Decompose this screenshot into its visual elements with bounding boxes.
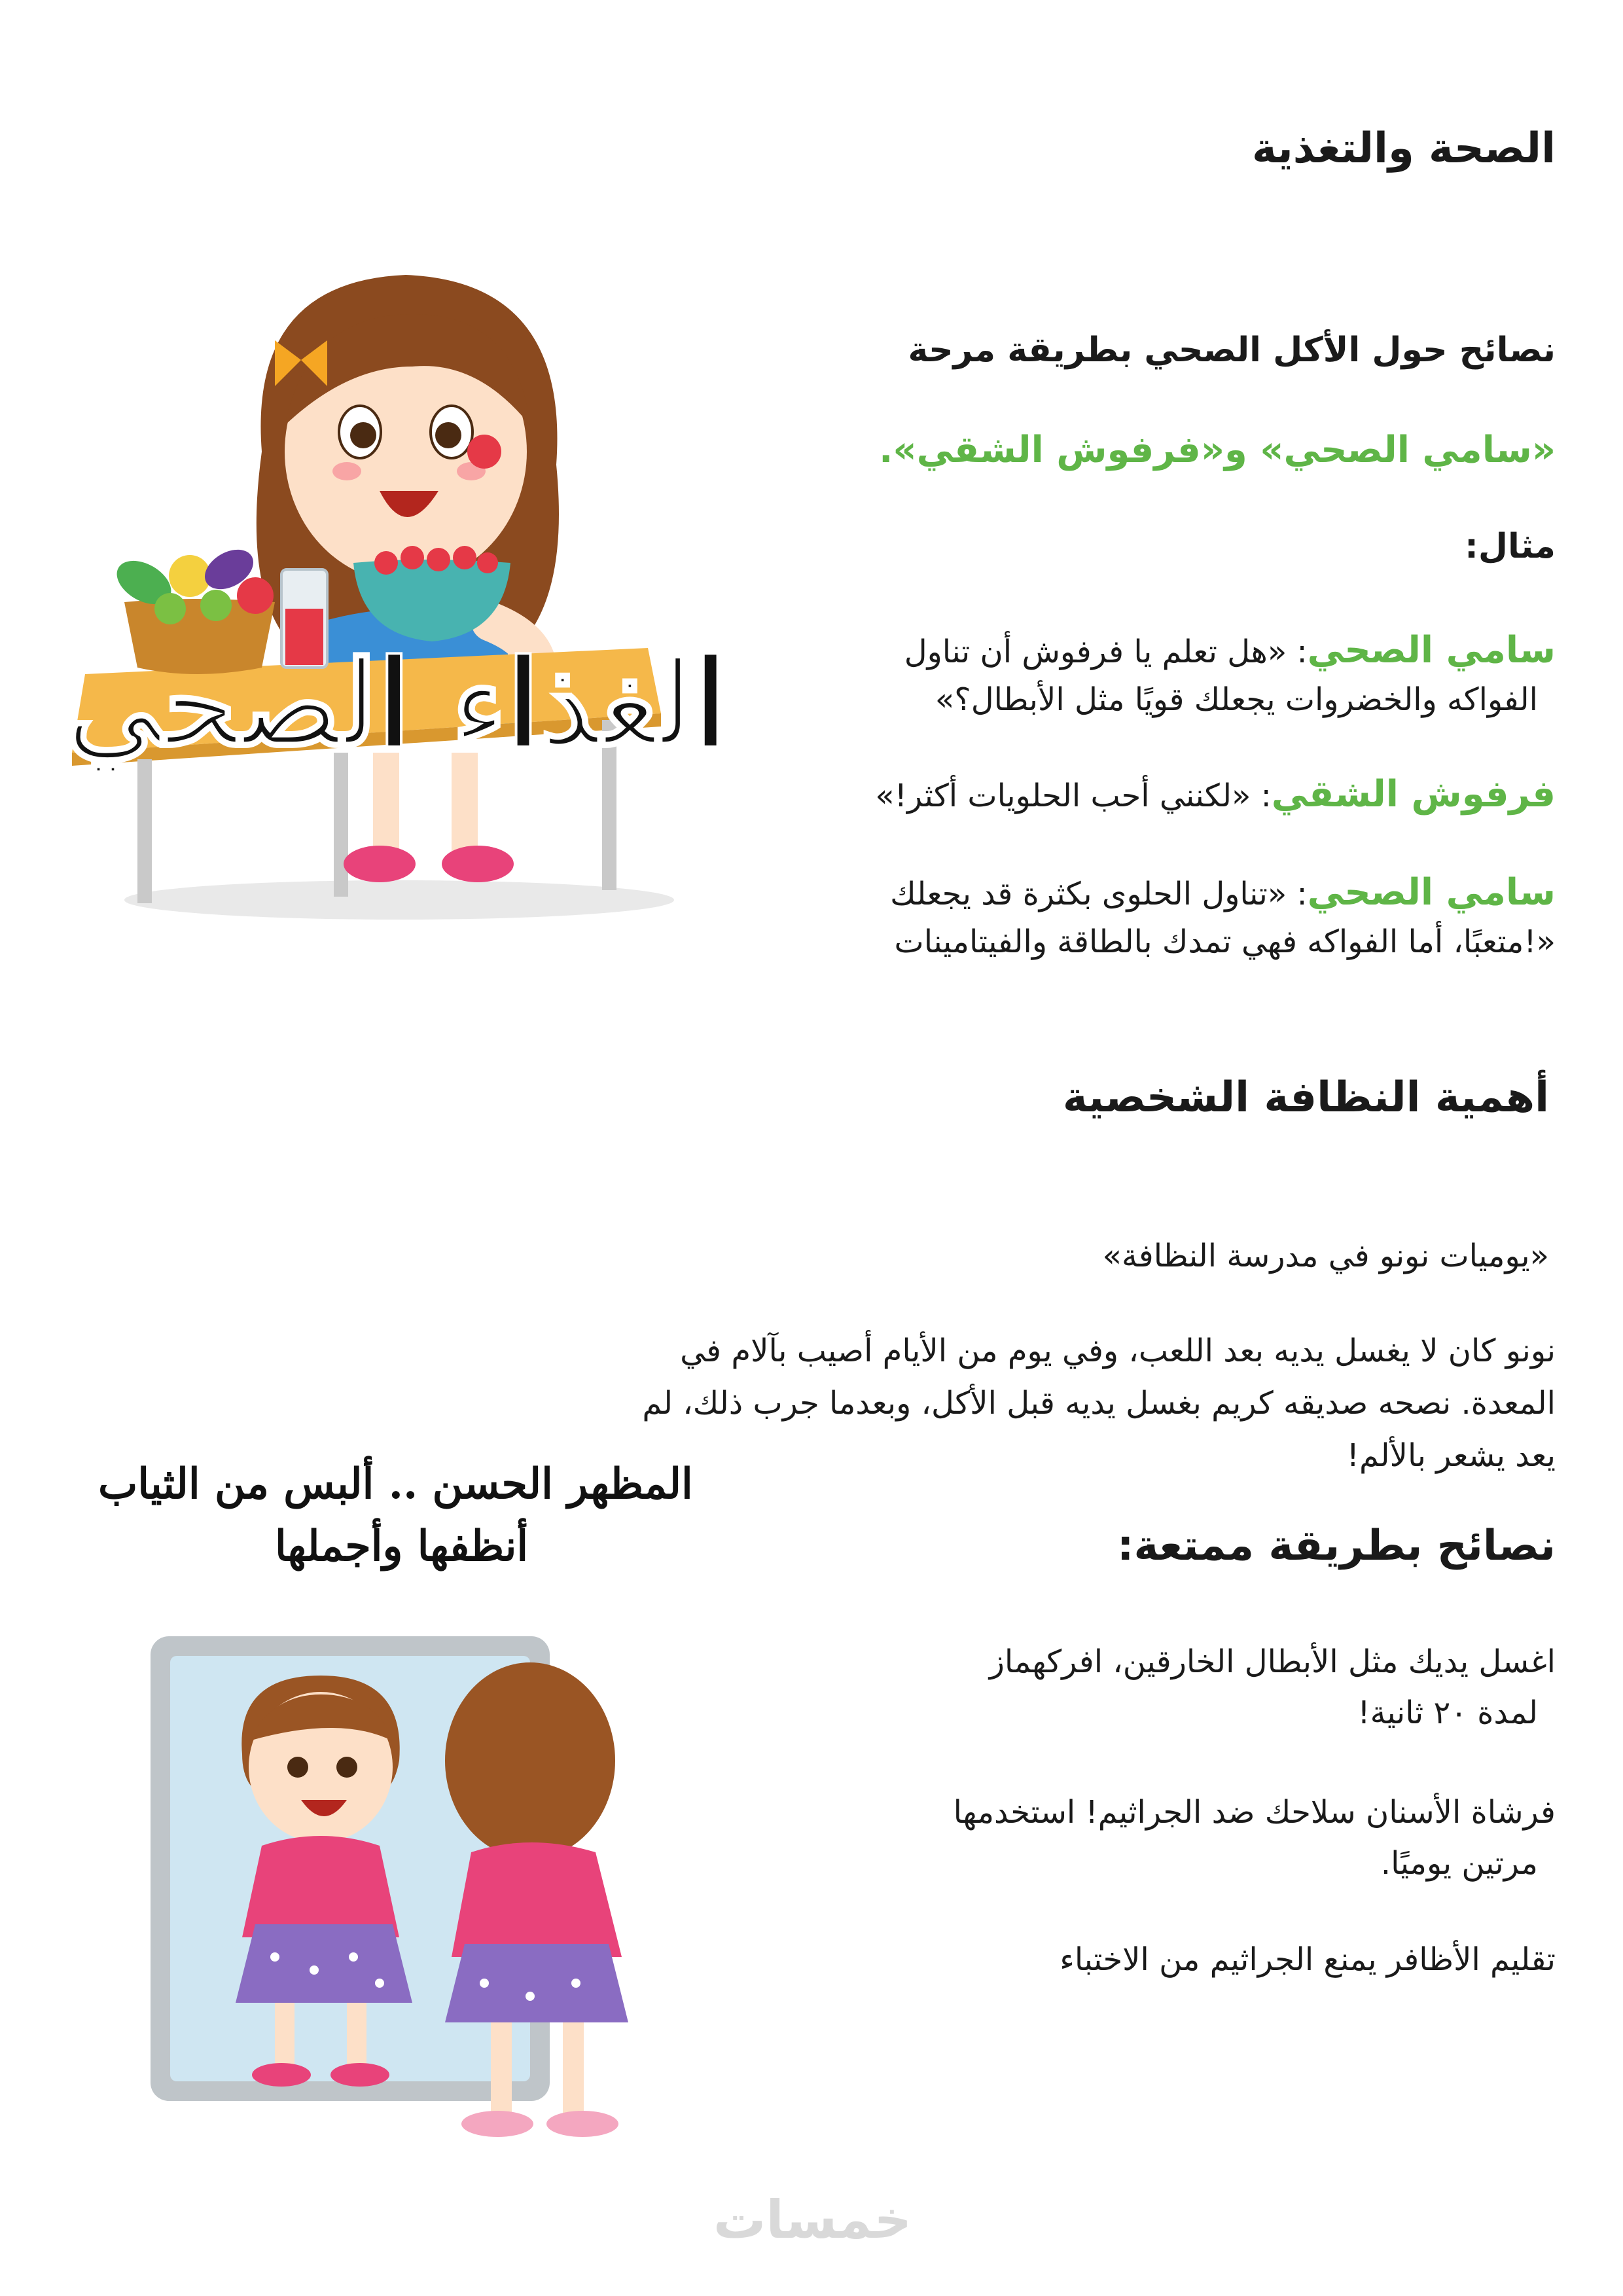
speaker-separator: :	[1287, 634, 1308, 670]
dialogue-line	[890, 867, 1556, 920]
healthy-eating-subtitle: نصائح حول الأكل الصحي بطريقة مرحة	[908, 331, 1556, 370]
watermark-logo: خمسات	[713, 2189, 912, 2250]
speaker-name: سامي الصحي	[1307, 871, 1556, 914]
story-title: «يوميات نونو في مدرسة النظافة»	[1102, 1238, 1549, 1274]
story-line: يعد يشعر بالألم!	[1346, 1437, 1556, 1474]
tip-item: تقليم الأظافر يمنع الجراثيم من الاختباء	[1060, 1941, 1556, 1978]
tip-item: مرتين يوميًا.	[1380, 1845, 1538, 1882]
mirror-illustration	[144, 1630, 733, 2166]
illustration-caption: الغذاء الصحي	[65, 635, 727, 773]
speaker-separator: :	[1287, 876, 1308, 912]
page-title: الصحة والتغذية	[1251, 124, 1556, 173]
tip-item: لمدة ٢٠ ثانية!	[1357, 1695, 1538, 1731]
dialogue-line	[875, 769, 1556, 821]
dialogue-text: «لكنني أحب الحلويات أكثر!»	[875, 778, 1251, 814]
characters-line: «سامي الصحي» و«فرفوش الشقي».	[879, 429, 1556, 471]
dialogue-line: «!متعبًا، أما الفواكه فهي تمدك بالطاقة والفيتامينات	[894, 924, 1556, 960]
tip-item: فرشاة الأسنان سلاحك ضد الجراثيم! استخدمها	[953, 1794, 1556, 1831]
speaker-name: فرفوش الشقي	[1271, 773, 1556, 816]
speaker-name: سامي الصحي	[1307, 629, 1556, 672]
story-line: نونو كان لا يغسل يديه بعد اللعب، وفي يوم من الأيام أصيب بآلام في	[680, 1333, 1556, 1369]
dialogue-line	[904, 625, 1556, 677]
dialogue-text: «هل تعلم يا فرفوش أن تناول	[904, 634, 1287, 670]
speaker-separator: :	[1251, 778, 1272, 814]
dialogue-text: «تناول الحلوى بكثرة قد يجعلك	[890, 876, 1287, 912]
mirror-caption-line: أنظفها وأجملها	[275, 1522, 529, 1571]
example-label: مثال:	[1465, 527, 1556, 566]
healthy-food-illustration	[59, 255, 727, 923]
story-line: المعدة. نصحه صديقه كريم بغسل يديه قبل الأكل، وبعدما جرب ذلك، لم	[642, 1385, 1556, 1422]
hygiene-title: أهمية النظافة الشخصية	[1062, 1073, 1549, 1122]
tip-item: اغسل يديك مثل الأبطال الخارقين، افركهماز	[989, 1643, 1556, 1680]
fun-tips-title: نصائح بطريقة ممتعة:	[1116, 1522, 1556, 1570]
dialogue-line: الفواكه والخضروات يجعلك قويًا مثل الأبطال؟»	[935, 681, 1538, 718]
mirror-caption-line: المظهر الحسن .. ألبس من الثياب	[98, 1460, 693, 1509]
